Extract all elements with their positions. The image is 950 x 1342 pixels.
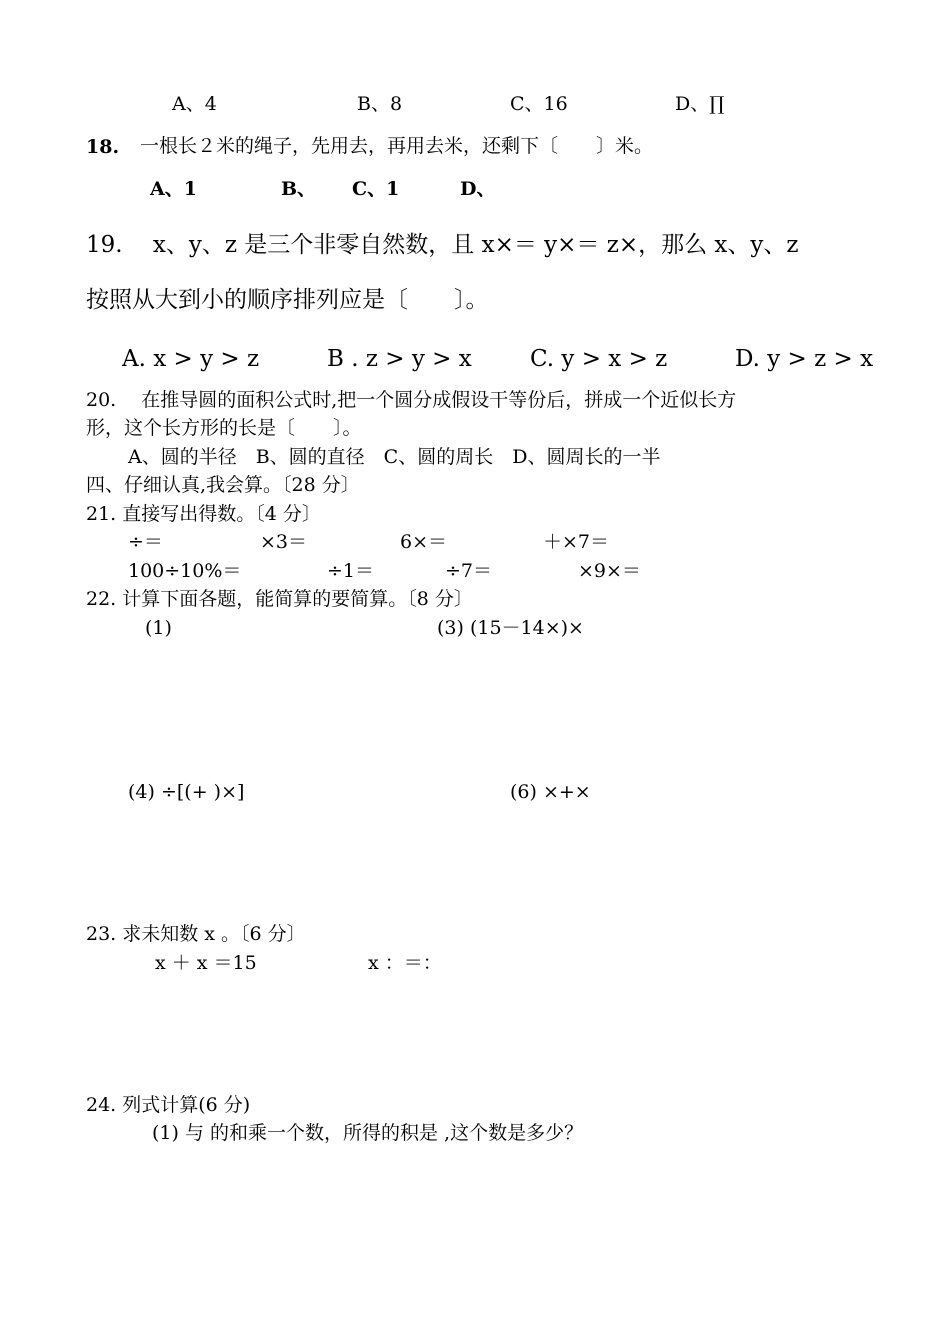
q20-line2: 形，这个长方形的长是〔 〕。 bbox=[86, 417, 362, 439]
q18-number: 18. bbox=[86, 136, 120, 158]
q17-option-a: A、4 bbox=[172, 93, 217, 115]
q17-option-d: D、∏ bbox=[675, 93, 725, 115]
q19-option-c: C. y > x > z bbox=[530, 346, 668, 372]
q19-option-b: B . z > y > x bbox=[327, 346, 472, 372]
section-title: 四、仔细认真,我会算。〔28 分〕 bbox=[86, 474, 360, 496]
q21-r1-c4: ＋×7＝ bbox=[543, 531, 610, 553]
q17-option-c: C、16 bbox=[510, 93, 568, 115]
q21-r2-c2: ÷1＝ bbox=[327, 560, 375, 582]
q24-title: 24. 列式计算(6 分) bbox=[86, 1094, 251, 1116]
q18-option-a: A、1 bbox=[150, 178, 197, 200]
q18-option-b: B、 bbox=[281, 178, 317, 200]
q21-r2-c4: ×9×＝ bbox=[578, 560, 641, 582]
q21-r1-c2: ×3＝ bbox=[260, 531, 308, 553]
q19-line2: 按照从大到小的顺序排列应是〔 〕。 bbox=[86, 287, 489, 313]
q23-title: 23. 求未知数 x 。〔6 分〕 bbox=[86, 923, 306, 945]
q22-item-1: (1) bbox=[145, 617, 172, 639]
q19-line1: 19. x、y、z 是三个非零自然数，且 x×＝ y×＝ z×，那么 x、y、z bbox=[86, 232, 799, 258]
q24-item-1: (1) 与 的和乘一个数，所得的积是 ,这个数是多少？ bbox=[152, 1122, 584, 1144]
q19-option-d: D. y > z > x bbox=[735, 346, 874, 372]
q18-option-c: C、1 bbox=[352, 178, 400, 200]
q22-item-3: (3) (15－14×)× bbox=[437, 617, 584, 639]
q22-item-4: (4) ÷[(+ )×] bbox=[128, 781, 245, 803]
q17-option-b: B、8 bbox=[357, 93, 403, 115]
q22-item-6: (6) ×+× bbox=[510, 781, 591, 803]
q20-options: A、圆的半径 B、圆的直径 C、圆的周长 D、圆周长的一半 bbox=[128, 446, 661, 468]
q20-line1: 20. 在推导圆的面积公式时,把一个圆分成假设干等份后，拼成一个近似长方 bbox=[86, 389, 737, 411]
q23-item-2: x ：＝： bbox=[368, 952, 442, 974]
q19-option-a: A. x > y > z bbox=[122, 346, 260, 372]
q23-item-1: x ＋ x ＝15 bbox=[155, 952, 257, 974]
q18-option-d: D、 bbox=[460, 178, 496, 200]
q21-r2-c3: ÷7＝ bbox=[445, 560, 493, 582]
q21-r1-c3: 6×＝ bbox=[400, 531, 448, 553]
q21-r2-c1: 100÷10%＝ bbox=[128, 560, 242, 582]
q18-text: 一根长２米的绳子，先用去，再用去米，还剩下〔 〕米。 bbox=[140, 135, 654, 157]
q21-r1-c1: ÷＝ bbox=[128, 531, 163, 553]
q22-title: 22. 计算下面各题，能简算的要简算。〔8 分〕 bbox=[86, 588, 473, 610]
q21-title: 21. 直接写出得数。〔4 分〕 bbox=[86, 503, 321, 525]
